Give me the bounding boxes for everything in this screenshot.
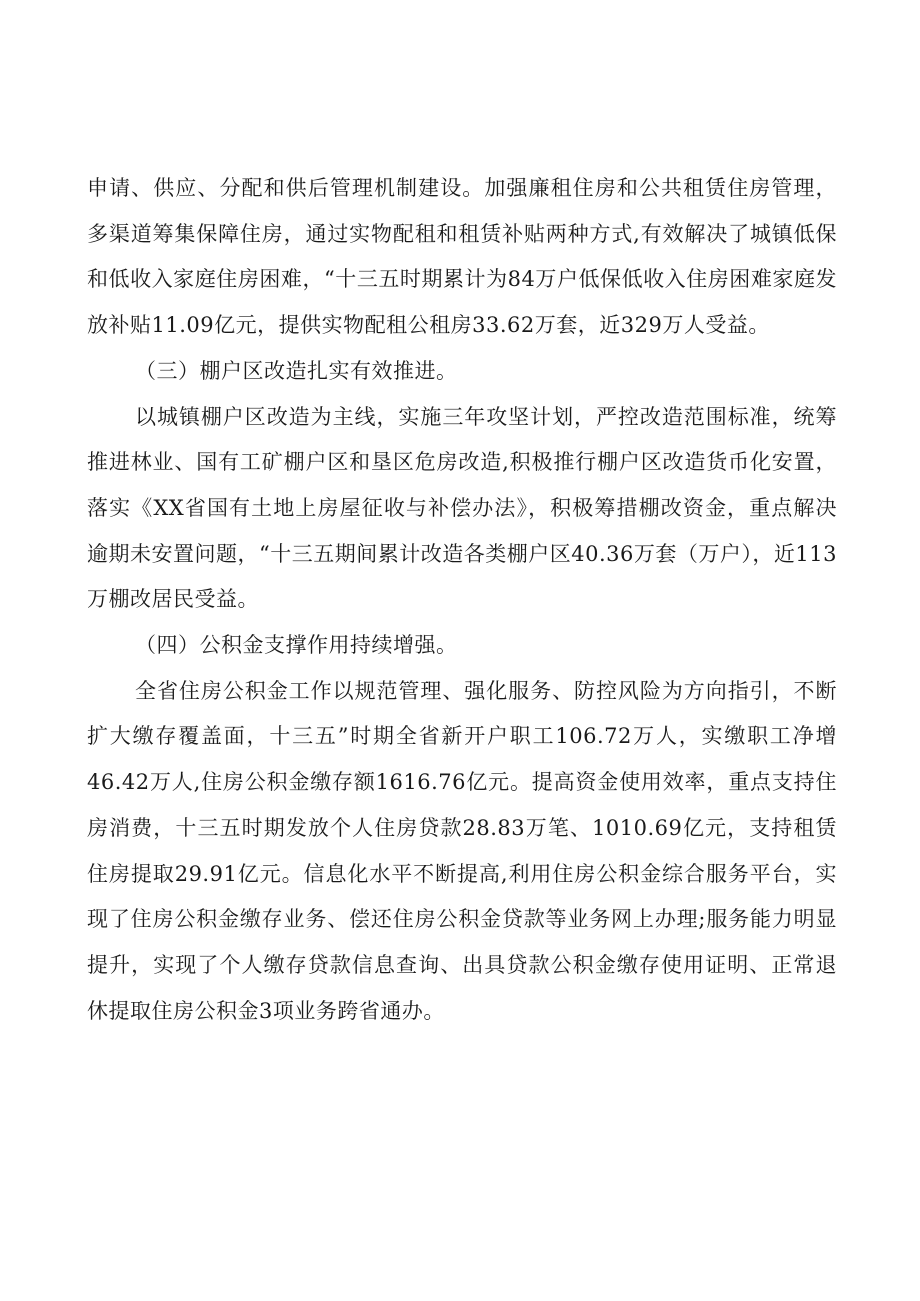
body-paragraph-2: 以城镇棚户区改造为主线，实施三年攻坚计划，严控改造范围标准，统筹推进林业、国有工矿棚户区和垦区危房改造,积极推行棚户区改造货币化安置，落实《XX省国有土地上房屋征收与补偿办法》，积极筹措棚改资金，重点解决逾期未安置问题，“十三五期间累计改造各类棚户区40.36万套（万户），近113万棚改居民受益。 xyxy=(87,404,837,612)
body-paragraph-3: 全省住房公积金工作以规范管理、强化服务、防控风险为方向指引，不断扩大缴存覆盖面，十三五”时期全省新开户职工106.72万人，实缴职工净增46.42万人,住房公积金缴存额1616.76亿元。提高资金使用效率，重点支持住房消费，十三五时期发放个人住房贷款28.83万笔、1010.69亿元，支持租赁住房提取29.91亿元。信息化水平不断提高,利用住房公积金综合服务平台，实现了住房公积金缴存业务、偿还住房公积金贷款等业务网上办理;服务能力明显提升，实现了个人缴存贷款信息查询、出具贷款公积金缴存使用证明、正常退休提取住房公积金3项业务跨省通办。 xyxy=(87,678,837,1023)
document-body xyxy=(87,166,837,1034)
section-heading-3: （三）棚户区改造扎实有效推进。 xyxy=(135,358,458,383)
body-paragraph-1: 申请、供应、分配和供后管理机制建设。加强廉租住房和公共租赁住房管理，多渠道筹集保障住房，通过实物配租和租赁补贴两种方式,有效解决了城镇低保和低收入家庭住房困难，“十三五时期累计为84万户低保低收入住房困难家庭发放补贴11.09亿元，提供实物配租公租房33.62万套，近329万人受益。 xyxy=(87,176,837,338)
section-heading-4: （四）公积金支撑作用持续增强。 xyxy=(135,633,458,658)
